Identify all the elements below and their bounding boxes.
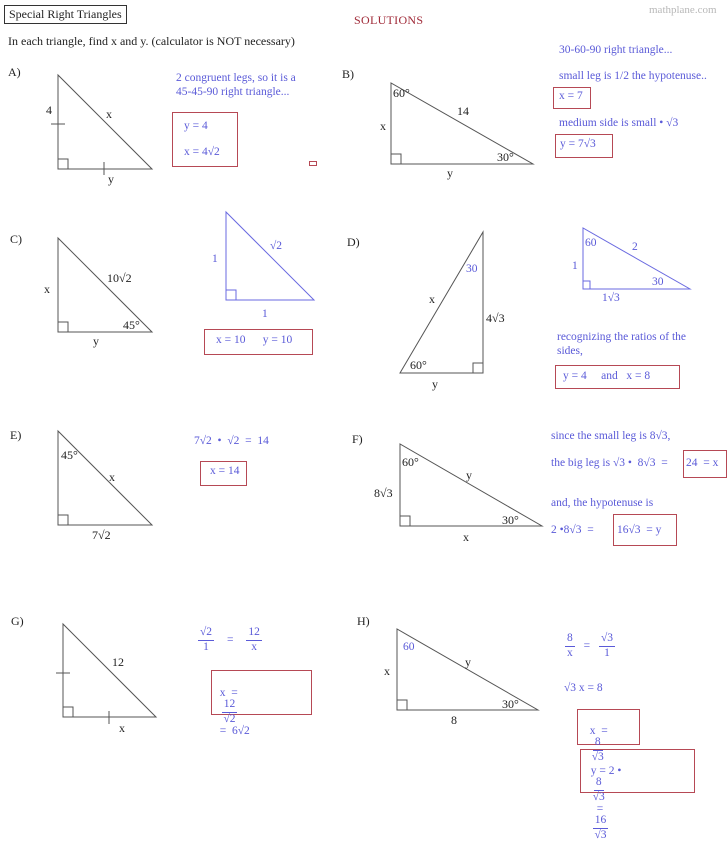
b-note-3: medium side is small • √3 [559, 117, 678, 129]
problem-a-label: A) [8, 65, 21, 80]
g-answer-den: √2 [223, 713, 235, 726]
d-leg-label: 4√3 [486, 311, 505, 326]
e-base-label: 7√2 [92, 528, 111, 543]
b-angle-top: 60° [393, 86, 410, 101]
f-angle-right: 30° [502, 513, 519, 528]
h-hyp-label: y [465, 655, 471, 670]
g-base-label: x [119, 721, 125, 736]
triangle-d [400, 232, 483, 373]
a-answer-x: x = 4√2 [184, 146, 220, 158]
triangle-e [58, 431, 152, 525]
problem-f-label: F) [352, 432, 363, 447]
a-hyp-label: x [106, 107, 112, 122]
d-angle-top: 30 [466, 263, 478, 275]
h-answer-x-num: 8 [593, 737, 603, 751]
g-work-den-l: 1 [203, 641, 209, 654]
g-answer-rhs: = 6√2 [220, 725, 250, 737]
g-hyp-label: 12 [112, 655, 124, 670]
c-base-label: y [93, 334, 99, 349]
d-ref-angle-right: 30 [652, 276, 664, 288]
h-work-den-l: x [567, 647, 573, 660]
a-answer-y: y = 4 [184, 120, 208, 132]
d-ref-hyp: 2 [632, 241, 638, 253]
a-note-1: 2 congruent legs, so it is a [176, 72, 296, 84]
d-angle-left: 60° [410, 358, 427, 373]
h-answer-y-num2: 16 [593, 815, 609, 829]
h-answer-y-num: 8 [594, 777, 604, 791]
g-work [196, 627, 264, 653]
h-work-num-r: √3 [599, 633, 615, 647]
d-base-label: y [432, 377, 438, 392]
problem-d-label: D) [347, 235, 360, 250]
d-note-2: sides, [557, 345, 583, 357]
solutions-heading: SOLUTIONS [354, 13, 423, 28]
h-answer-y-lhs: y = 2 • [591, 765, 622, 777]
b-answer-x: x = 7 [559, 90, 583, 102]
e-hyp-label: x [109, 470, 115, 485]
triangle-a [58, 75, 152, 169]
h-base-label: 8 [451, 713, 457, 728]
e-answer: x = 14 [210, 465, 240, 477]
problem-e-label: E) [10, 428, 21, 443]
d-ref-leg: 1 [572, 260, 578, 272]
b-base-label: y [447, 166, 453, 181]
h-work-eq: = [584, 640, 591, 652]
f-leg-label: 8√3 [374, 486, 393, 501]
b-angle-right: 30° [497, 150, 514, 165]
h-work-num-l: 8 [565, 633, 575, 647]
c-hyp-label: 10√2 [107, 271, 132, 286]
f-note-1: since the small leg is 8√3, [551, 430, 670, 442]
b-note-1: 30-60-90 right triangle... [559, 44, 672, 56]
f-answer-x: 24 = x [686, 457, 718, 469]
c-ref-hyp: √2 [270, 240, 282, 252]
b-answer-y: y = 7√3 [560, 138, 596, 150]
h-angle-top: 60 [403, 641, 415, 653]
b-hyp-label: 14 [457, 104, 469, 119]
h-work-2: √3 x = 8 [564, 682, 603, 694]
worksheet-title: Special Right Triangles [4, 5, 127, 24]
a-base-label: y [108, 172, 114, 187]
h-answer-y-den: √3 [593, 791, 605, 804]
g-answer-num: 12 [222, 699, 238, 713]
e-angle-top: 45° [61, 448, 78, 463]
c-angle-right: 45° [123, 318, 140, 333]
h-work-den-r: 1 [604, 647, 610, 660]
d-note-1: recognizing the ratios of the [557, 331, 686, 343]
g-answer [214, 675, 250, 737]
problem-c-label: C) [10, 232, 22, 247]
g-answer-lhs: x = [220, 687, 238, 699]
a-note-2: 45-45-90 right triangle... [176, 86, 289, 98]
d-ref-angle-top: 60 [585, 237, 597, 249]
h-answer-y-den2: √3 [594, 829, 606, 841]
site-watermark: mathplane.com [649, 4, 717, 16]
b-leg-label: x [380, 119, 386, 134]
g-work-num-l: √2 [198, 627, 214, 641]
c-ref-leg: 1 [212, 253, 218, 265]
instructions: In each triangle, find x and y. (calculator is NOT necessary) [8, 34, 295, 49]
c-leg-label: x [44, 282, 50, 297]
h-answer-y-eq: = [597, 803, 604, 815]
triangle-f [400, 444, 542, 526]
h-answer-x-lhs: x = [590, 725, 608, 737]
f-base-label: x [463, 530, 469, 545]
h-angle-right: 30° [502, 697, 519, 712]
h-answer-y [585, 753, 621, 841]
f-note-4: 2 •8√3 = [551, 524, 594, 536]
d-ref-base: 1√3 [602, 292, 620, 304]
h-leg-label: x [384, 664, 390, 679]
b-note-2: small leg is 1/2 the hypotenuse.. [559, 70, 707, 82]
a-leg-label: 4 [46, 103, 52, 118]
problem-h-label: H) [357, 614, 370, 629]
f-angle-top: 60° [402, 455, 419, 470]
reference-triangle-d [583, 228, 690, 289]
h-work-1 [563, 633, 617, 659]
f-note-3: and, the hypotenuse is [551, 497, 653, 509]
f-note-2: the big leg is √3 • 8√3 = [551, 457, 668, 469]
f-hyp-label: y [466, 468, 472, 483]
c-answer: x = 10 y = 10 [216, 334, 292, 346]
d-answer: y = 4 and x = 8 [563, 370, 650, 382]
g-work-eq: = [227, 634, 234, 646]
f-answer-y: 16√3 = y [617, 524, 661, 536]
problem-g-label: G) [11, 614, 24, 629]
g-work-den-r: x [251, 641, 257, 654]
d-hyp-label: x [429, 292, 435, 307]
problem-b-label: B) [342, 67, 354, 82]
triangle-g [63, 624, 156, 717]
e-work: 7√2 • √2 = 14 [194, 435, 269, 447]
c-ref-base: 1 [262, 308, 268, 320]
stray-mark [309, 161, 317, 166]
reference-triangle-c [226, 212, 314, 300]
h-answer-x-den: √3 [592, 751, 604, 764]
g-work-num-r: 12 [246, 627, 262, 641]
